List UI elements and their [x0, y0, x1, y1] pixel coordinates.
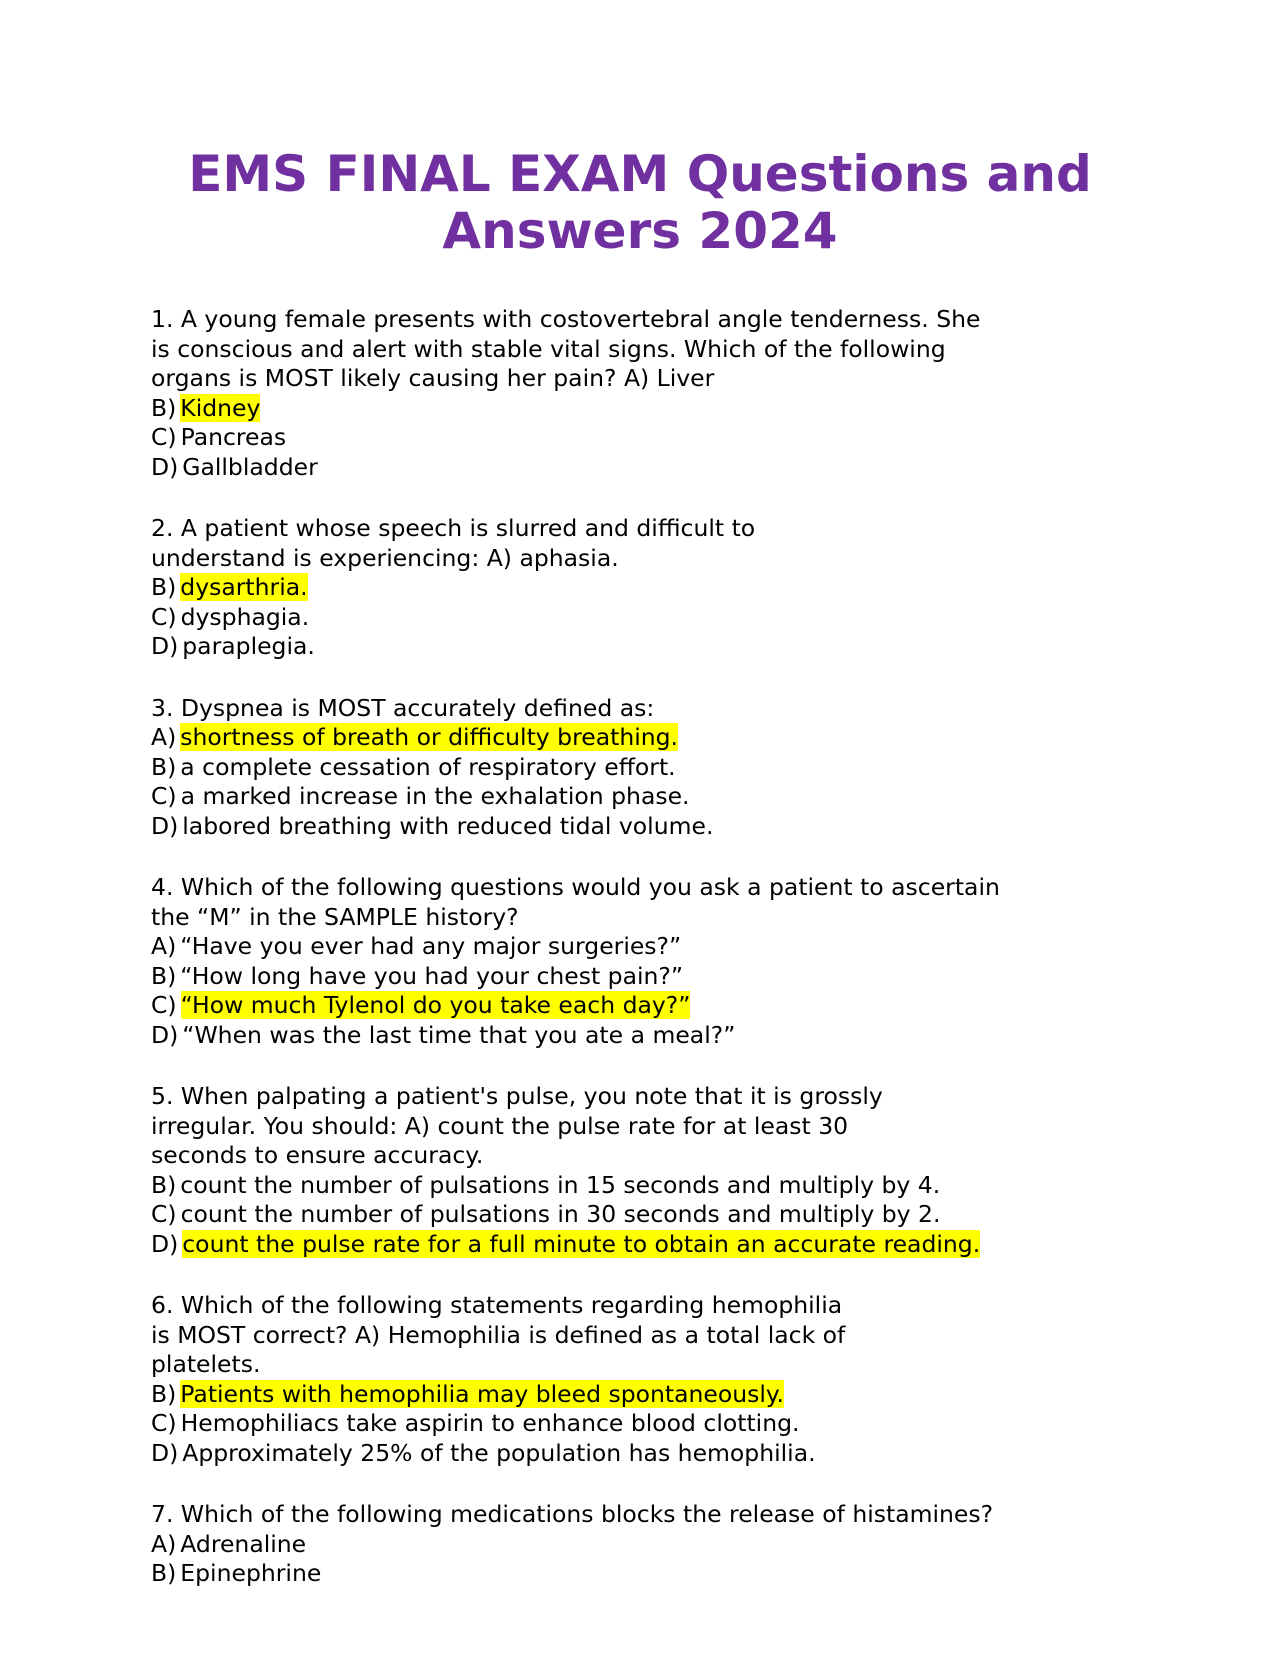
option-letter: C)	[151, 423, 177, 451]
question-item	[151, 1500, 1151, 1589]
option-text: “When was the last time that you ate a meal?”	[182, 1020, 736, 1049]
answer-option	[151, 603, 1151, 633]
question-stem: 4. Which of the following questions would you ask a patient to ascertain the “M” in the SAMPLE history?	[151, 873, 1000, 931]
answer-option	[151, 573, 1151, 603]
option-letter: C)	[151, 782, 177, 810]
answer-option	[151, 1021, 1151, 1051]
question-item	[151, 873, 1151, 1050]
answer-option	[151, 991, 1151, 1021]
option-text: a marked increase in the exhalation phase.	[180, 782, 690, 810]
option-letter: D)	[151, 1229, 179, 1258]
option-letter: C)	[151, 1409, 177, 1437]
answer-option	[151, 1409, 1151, 1439]
question-stem: 5. When palpating a patient's pulse, you note that it is grossly irregular. You should: A) count the pulse rate for at least 30 seconds to ensure accuracy.	[151, 1082, 883, 1169]
answer-option	[151, 1380, 1151, 1410]
answer-option	[151, 453, 1151, 483]
answer-option	[151, 1439, 1151, 1469]
question-item	[151, 514, 1151, 662]
answer-option	[151, 932, 1151, 962]
correct-answer-highlight: “How much Tylenol do you take each day?”	[180, 991, 691, 1019]
option-letter: D)	[151, 632, 179, 660]
option-letter: D)	[151, 1438, 179, 1467]
option-letter: B)	[151, 573, 177, 601]
option-text: count the number of pulsations in 15 seconds and multiply by 4.	[180, 1170, 941, 1199]
answer-option	[151, 753, 1151, 783]
correct-answer-highlight: Patients with hemophilia may bleed spontaneously.	[180, 1379, 784, 1408]
question-stem: 2. A patient whose speech is slurred and difficult to understand is experiencing: A) aphasia.	[151, 514, 756, 572]
option-letter: A)	[151, 932, 177, 960]
option-text: Pancreas	[180, 423, 287, 451]
answer-option	[151, 812, 1151, 842]
option-letter: B)	[151, 752, 177, 781]
correct-answer-highlight: Kidney	[180, 393, 261, 422]
option-text: “Have you ever had any major surgeries?”	[180, 932, 682, 960]
option-letter: D)	[151, 811, 179, 840]
title-line-1: EMS FINAL EXAM Questions and	[188, 145, 1092, 203]
option-letter: A)	[151, 723, 177, 751]
option-text: paraplegia.	[182, 632, 315, 660]
option-letter: B)	[151, 961, 177, 990]
answer-option	[151, 1530, 1151, 1560]
answer-option	[151, 1230, 1151, 1260]
option-text: Adrenaline	[180, 1529, 307, 1558]
option-letter: B)	[151, 393, 177, 422]
answer-option	[151, 962, 1151, 992]
option-text: Approximately 25% of the population has hemophilia.	[182, 1438, 816, 1467]
question-item	[151, 305, 1151, 482]
option-letter: D)	[151, 1020, 179, 1049]
option-text: Hemophiliacs take aspirin to enhance blood clotting.	[180, 1409, 800, 1437]
question-list	[151, 305, 1151, 1621]
option-letter: B)	[151, 1170, 177, 1199]
option-text: Gallbladder	[182, 452, 318, 481]
answer-option	[151, 723, 1151, 753]
page-title	[0, 146, 1280, 260]
correct-answer-highlight: count the pulse rate for a full minute to obtain an accurate reading.	[182, 1229, 981, 1258]
answer-option	[151, 1559, 1151, 1589]
question-item	[151, 1082, 1151, 1259]
question-stem: 3. Dyspnea is MOST accurately defined as:	[151, 693, 655, 722]
option-text: Epinephrine	[180, 1559, 322, 1587]
correct-answer-highlight: shortness of breath or difficulty breathing.	[180, 723, 679, 751]
option-text: dysphagia.	[180, 602, 310, 631]
title-line-2: Answers 2024	[442, 202, 838, 260]
answer-option	[151, 1200, 1151, 1230]
answer-option	[151, 782, 1151, 812]
question-stem: 1. A young female presents with costovertebral angle tenderness. She is conscious and alert with stable vital signs. Which of the following organs is MOST likely causing her pain? A) Liver	[151, 305, 981, 392]
option-letter: C)	[151, 991, 177, 1019]
option-text: a complete cessation of respiratory effort.	[180, 752, 676, 781]
option-letter: B)	[151, 1379, 177, 1408]
correct-answer-highlight: dysarthria.	[180, 573, 308, 601]
answer-option	[151, 394, 1151, 424]
option-text: count the number of pulsations in 30 seconds and multiply by 2.	[180, 1200, 941, 1228]
answer-option	[151, 1171, 1151, 1201]
option-text: “How long have you had your chest pain?”	[180, 961, 684, 990]
option-letter: B)	[151, 1559, 177, 1587]
question-stem: 7. Which of the following medications blocks the release of histamines?	[151, 1500, 994, 1528]
question-item	[151, 1291, 1151, 1468]
answer-option	[151, 632, 1151, 662]
option-letter: C)	[151, 1200, 177, 1228]
answer-option	[151, 423, 1151, 453]
option-letter: A)	[151, 1529, 177, 1558]
question-item	[151, 694, 1151, 842]
option-letter: C)	[151, 602, 177, 631]
question-stem: 6. Which of the following statements regarding hemophilia is MOST correct? A) Hemophilia is defined as a total lack of platelets.	[151, 1291, 846, 1378]
option-letter: D)	[151, 452, 179, 481]
option-text: labored breathing with reduced tidal volume.	[182, 811, 714, 840]
